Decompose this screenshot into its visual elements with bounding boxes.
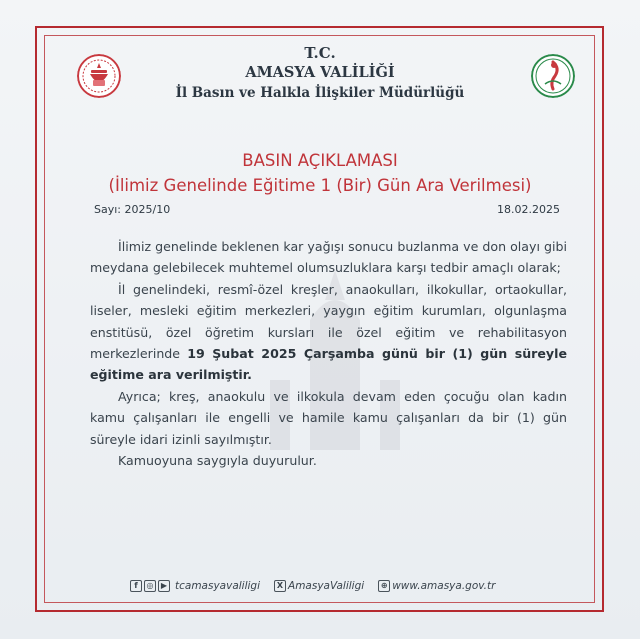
x-handle[interactable]: AmasyaValiligi xyxy=(288,580,365,592)
paragraph-2-bold: 19 Şubat 2025 Çarşamba günü bir (1) gün süreyle eğitime ara verilmiştir. xyxy=(90,346,567,383)
paragraph-4: Kamuoyuna saygıyla duyurulur. xyxy=(118,453,317,469)
paragraph-1: İlimiz genelinde beklenen kar yağışı sonucu buzlanma ve don olayı gibi meydana gelebilecek muhtemel olumsuzluklara karşı tedbir amaçlı olarak; xyxy=(90,239,567,276)
press-release-body xyxy=(90,236,567,471)
x-twitter-icon[interactable]: X xyxy=(274,580,286,592)
header-department: İl Basın ve Halkla İlişkiler Müdürlüğü xyxy=(175,85,465,101)
letterhead xyxy=(0,44,640,103)
footer-contacts xyxy=(130,577,495,595)
header-governorship: AMASYA VALİLİĞİ xyxy=(245,64,395,81)
instagram-icon[interactable]: ◎ xyxy=(144,580,156,592)
document-number: Sayı: 2025/10 xyxy=(94,203,171,216)
paragraph-3: Ayrıca; kreş, anaokulu ve ilkokula devam eden çocuğu olan kadın kamu çalışanları ile engelli ve hamile kamu çalışanları da bir (1) gün süreyle idari izinli sayılmıştır. xyxy=(90,388,567,447)
press-release-subtitle: (İlimiz Genelinde Eğitime 1 (Bir) Gün Ara Verilmesi) xyxy=(108,176,532,195)
paragraph-2-text: İl genelindeki, resmî-özel kreşler, anaokulları, ilkokullar, ortaokullar, liseler, mesleki eğitim merkezleri, yaygın eğitim kurumları, olgunlaşma enstitüsü, özel öğretim kursları ile özel eğitim ve rehabilitasyon merkezlerinde xyxy=(90,281,567,362)
paragraph-2 xyxy=(90,279,567,386)
header-tc: T.C. xyxy=(304,44,336,62)
web-icon[interactable]: ⊕ xyxy=(378,580,390,592)
youtube-icon[interactable]: ▶ xyxy=(158,580,170,592)
website-link[interactable]: www.amasya.gov.tr xyxy=(392,580,496,592)
press-release-title: BASIN AÇIKLAMASI xyxy=(242,151,398,170)
facebook-icon[interactable]: f xyxy=(130,580,142,592)
social-handle[interactable]: tcamasyavaliligi xyxy=(175,580,261,592)
document-date: 18.02.2025 xyxy=(497,203,560,216)
